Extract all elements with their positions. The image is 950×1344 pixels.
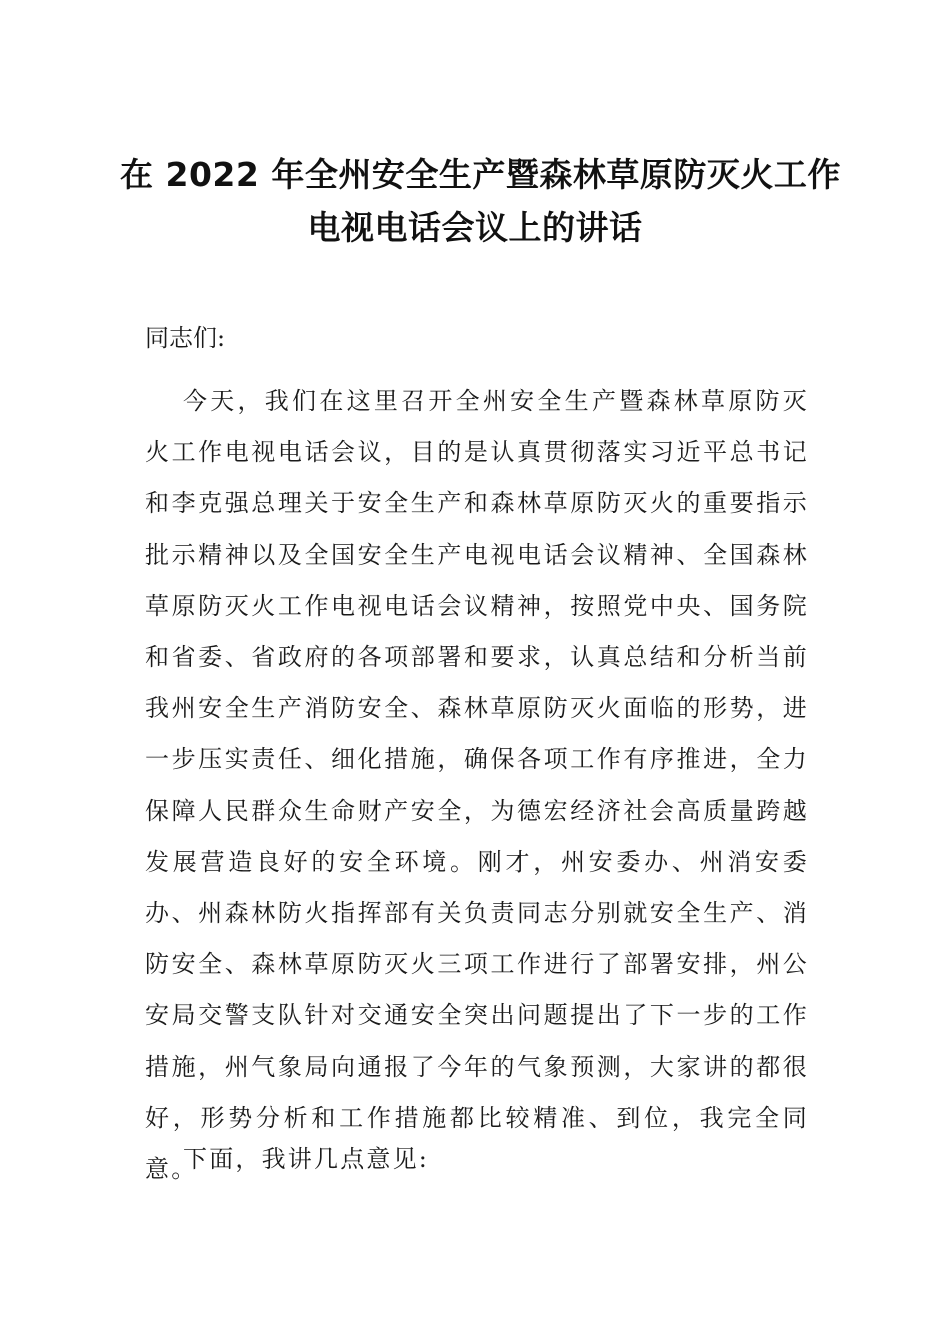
greeting: 同志们: — [145, 324, 226, 352]
title-line-1: 在 2022 年全州安全生产暨森林草原防灭火工作 — [120, 155, 841, 194]
document-title — [120, 148, 841, 254]
body-paragraph: 今天，我们在这里召开全州安全生产暨森林草原防灭火工作电视电话会议，目的是认真贯彻落实习近平总书记和李克强总理关于安全生产和森林草原防灭火的重要指示批示精神以及全国安全生产电视电话会议精神、全国森林草原防灭火工作电视电话会议精神，按照党中央、国务院和省委、省政府的各项部署和要求，认真总结和分析当前我州安全生产消防安全、森林草原防灭火面临的形势，进一步压实责任、细化措施，确保各项工作有序推进，全力保障人民群众生命财产安全，为德宏经济社会高质量跨越发展营造良好的安全环境。刚才，州安委办、州消安委办、州森林防火指挥部有关负责同志分别就安全生产、消防安全、森林草原防灭火三项工作进行了部署安排，州公安局交警支队针对交通安全突出问题提出了下一步的工作措施，州气象局向通报了今年的气象预测，大家讲的都很好，形势分析和工作措施都比较精准、到位，我完全同意。 — [145, 387, 809, 1184]
title-line-2: 电视电话会议上的讲话 — [307, 208, 643, 247]
closing-paragraph: 下面，我讲几点意见: — [183, 1145, 430, 1173]
